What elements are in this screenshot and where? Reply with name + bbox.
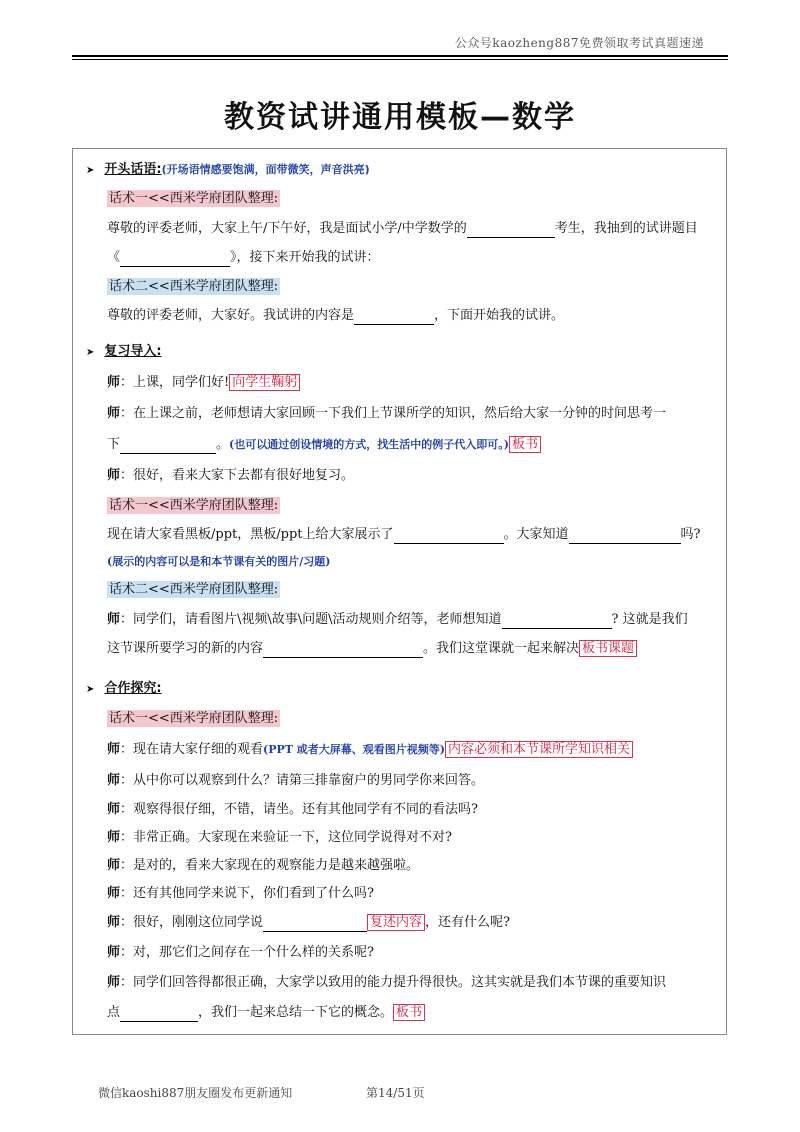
arrow-bullet-icon: ➤	[86, 165, 95, 176]
dialogue-line: 师：是对的，看来大家现在的观察能力是越来越强啦。	[107, 858, 420, 873]
content-note: (展示的内容可以是和本节课有关的图片/习题)	[107, 555, 331, 568]
dialogue-line: 师：同学们，请看图片\视频\故事\问题\活动规则介绍等，老师想知道 ? 这就是我们	[107, 612, 688, 627]
section-heading: 合作探究:	[104, 681, 162, 696]
paragraph: 尊敬的评委老师，大家好。我试讲的内容是 ，下面开始我的试讲。	[107, 308, 565, 323]
action-note: 内容必须和本节课所学知识相关	[445, 741, 633, 758]
script-label-2: 话术二<<西米学府团队整理:	[109, 582, 279, 597]
dialogue-line: 点 ，我们一起来总结一下它的概念。 板书	[107, 1004, 425, 1022]
section-review	[86, 343, 162, 362]
action-note: 向学生鞠躬	[229, 374, 300, 391]
page-number: 第14/51页	[366, 1086, 425, 1100]
dialogue-line: 师：观察得很仔细，不错，请坐。还有其他同学有不同的看法吗?	[107, 802, 478, 817]
paragraph: 现在请大家看黑板/ppt，黑板/ppt上给大家展示了 。大家知道 吗?	[107, 527, 701, 542]
dialogue-line: 师：还有其他同学来说下，你们看到了什么吗?	[107, 886, 374, 901]
document-title: 教资试讲通用模板—数学	[224, 100, 576, 135]
action-note: 复述内容	[367, 914, 425, 931]
arrow-bullet-icon: ➤	[86, 347, 95, 358]
dialogue-line: 师：在上课之前，老师想请大家回顾一下我们上节课所学的知识，然后给大家一分钟的时间思考一	[107, 406, 667, 421]
dialogue-line: 师：非常正确。大家现在来验证一下，这位同学说得对不对?	[107, 830, 452, 845]
dialogue-line: 下 。(也可以通过创设情境的方式，找生活中的例子代入即可。) 板书	[107, 436, 541, 454]
section-opening	[86, 161, 370, 180]
footer-notice: 微信kaoshi887朋友圈发布更新通知	[98, 1086, 293, 1100]
action-note: 板书	[393, 1004, 425, 1021]
action-note: 板书课题	[579, 640, 637, 657]
arrow-bullet-icon: ➤	[86, 684, 95, 695]
script-label-2: 话术二<<西米学府团队整理:	[109, 279, 279, 294]
header-rule-thin	[72, 59, 728, 60]
dialogue-line: 师：很好，看来大家下去都有很好地复习。	[107, 468, 355, 483]
header-note: 公众号kaozheng887免费领取考试真题速递	[454, 36, 704, 50]
opening-note: (开场语情感要饱满，面带微笑，声音洪亮)	[161, 163, 370, 176]
paragraph: 《 》，接下来开始我的试讲：	[107, 250, 380, 265]
script-label-1: 话术一<<西米学府团队整理:	[109, 191, 279, 206]
dialogue-line: 师：对，那它们之间存在一个什么样的关系呢?	[107, 945, 374, 960]
section-heading: 复习导入:	[104, 344, 162, 359]
section-heading: 开头话语:	[104, 162, 162, 177]
paragraph: 尊敬的评委老师，大家上午/下午好，我是面试小学/中学数学的 考生，我抽到的试讲题目	[107, 221, 698, 236]
script-label-1: 话术一<<西米学府团队整理:	[109, 498, 279, 513]
dialogue-line: 师：上课，同学们好! 向学生鞠躬	[107, 374, 300, 392]
dialogue-line: 师：现在请大家仔细的观看(PPT 或者大屏幕、观看图片视频等) 内容必须和本节课所学知识相关	[107, 741, 633, 759]
section-cooperative	[86, 680, 162, 699]
dialogue-line: 这节课所要学习的新的内容 。我们这堂课就一起来解决 板书课题	[107, 640, 637, 658]
header-rule	[72, 55, 728, 57]
action-note: 板书	[509, 436, 541, 453]
dialogue-line: 师：很好，刚刚这位同学说 复述内容 ，还有什么呢?	[107, 915, 511, 930]
dialogue-line: 师：同学们回答得都很正确，大家学以致用的能力提升得很快。这其实就是我们本节课的重要知识	[107, 975, 667, 990]
script-label-1: 话术一<<西米学府团队整理:	[109, 711, 279, 726]
dialogue-line: 师：从中你可以观察到什么？请第三排靠窗户的男同学你来回答。	[107, 773, 485, 788]
